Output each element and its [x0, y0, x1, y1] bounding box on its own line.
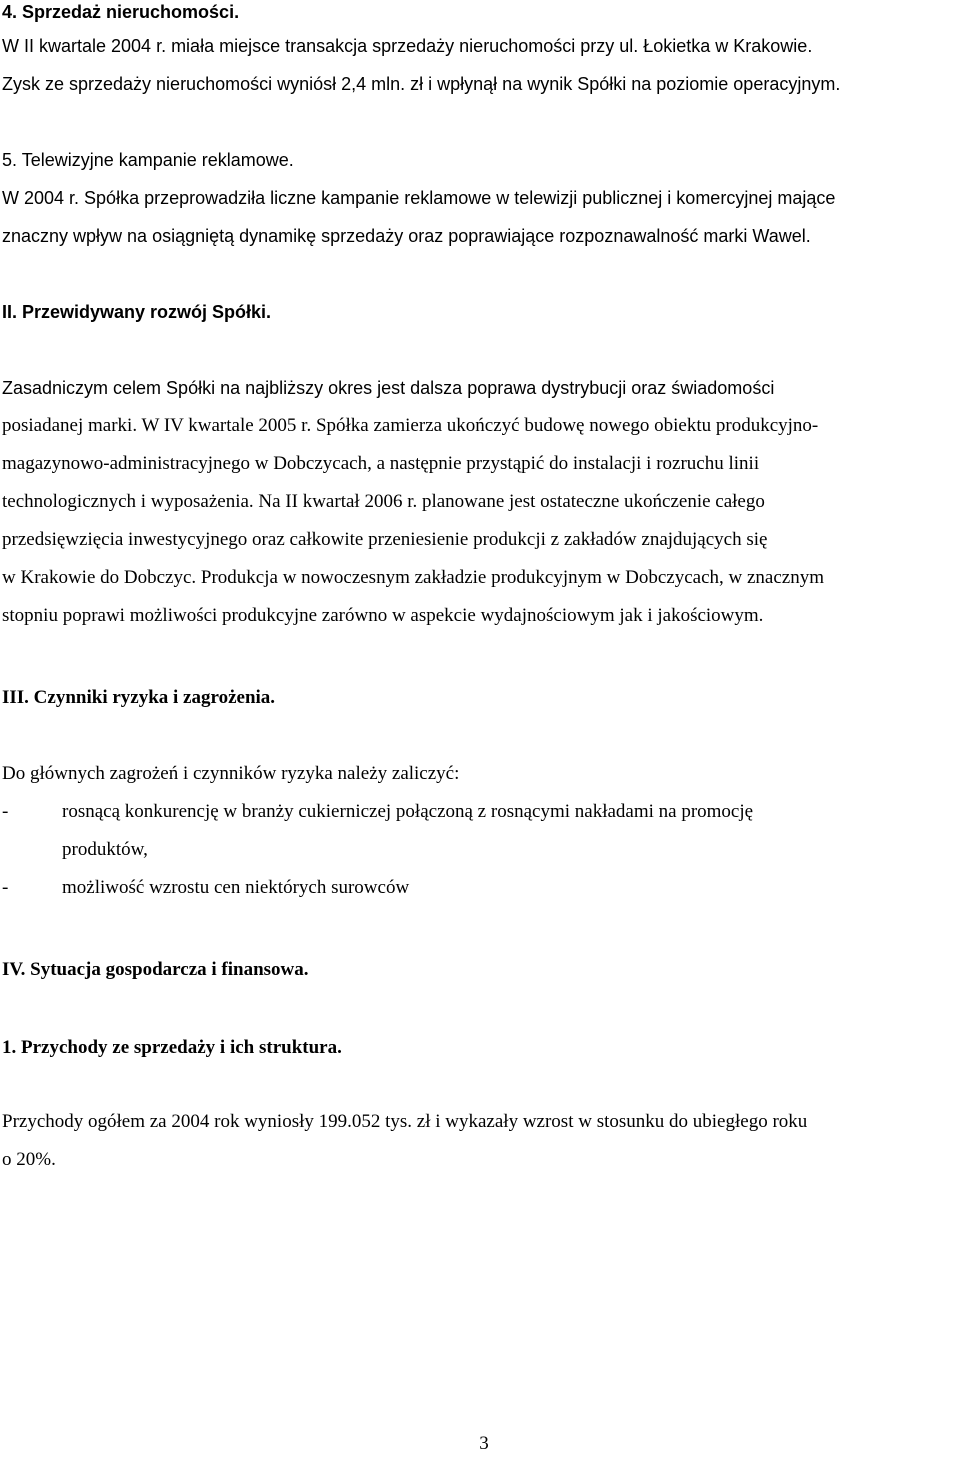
section-4-line-2: Zysk ze sprzedaży nieruchomości wyniósł 2,4 mln. zł i wpłynął na wynik Spółki na poziomie operacyjnym.	[2, 74, 841, 94]
list-item-1-line-1: rosnącą konkurencję w branży cukierniczej połączoną z rosnącymi nakładami na promocję	[62, 801, 754, 822]
section-5-heading: 5. Telewizyjne kampanie reklamowe.	[2, 150, 294, 170]
section-ii-line-6: w Krakowie do Dobczyc. Produkcja w nowoczesnym zakładzie produkcyjnym w Dobczycach, w znacznym	[2, 567, 824, 588]
section-iii-intro: Do głównych zagrożeń i czynników ryzyka należy zaliczyć:	[2, 763, 460, 784]
list-item-1-line-2: produktów,	[62, 839, 148, 860]
section-ii-line-2: posiadanej marki. W IV kwartale 2005 r. Spółka zamierza ukończyć budowę nowego obiektu produkcyjno-	[2, 415, 819, 436]
section-ii-heading: II. Przewidywany rozwój Spółki.	[2, 302, 272, 322]
section-ii-line-3: magazynowo-administracyjnego w Dobczycach, a następnie przystąpić do instalacji i rozruchu linii	[2, 453, 760, 474]
section-iv-heading: IV. Sytuacja gospodarcza i finansowa.	[2, 959, 309, 980]
section-5-line-2: znaczny wpływ na osiągniętą dynamikę sprzedaży oraz poprawiające rozpoznawalność marki Wawel.	[2, 226, 811, 246]
section-ii-line-4: technologicznych i wyposażenia. Na II kwartał 2006 r. planowane jest ostateczne ukończenie całego	[2, 491, 765, 512]
list-item-marker: -	[2, 877, 9, 898]
page-number: 3	[479, 1433, 489, 1454]
section-ii-line-7: stopniu poprawi możliwości produkcyjne zarówno w aspekcie wydajnościowym jak i jakościowym.	[2, 605, 764, 626]
section-iii-heading: III. Czynniki ryzyka i zagrożenia.	[2, 687, 276, 708]
section-iv-line-1: Przychody ogółem za 2004 rok wyniosły 199.052 tys. zł i wykazały wzrost w stosunku do ubiegłego roku	[2, 1111, 808, 1132]
section-iv-subheading: 1. Przychody ze sprzedaży i ich struktura.	[2, 1037, 342, 1058]
section-ii-line-5: przedsięwzięcia inwestycyjnego oraz całkowite przeniesienie produkcji z zakładów znajdujących się	[2, 529, 768, 550]
section-5-line-1: W 2004 r. Spółka przeprowadziła liczne kampanie reklamowe w telewizji publicznej i komercyjnej mające	[2, 188, 836, 208]
section-ii-line-1: Zasadniczym celem Spółki na najbliższy okres jest dalsza poprawa dystrybucji oraz świadomości	[2, 378, 775, 398]
section-4-line-1: W II kwartale 2004 r. miała miejsce transakcja sprzedaży nieruchomości przy ul. Łokietka w Krakowie.	[2, 36, 813, 56]
list-item-2: możliwość wzrostu cen niektórych surowców	[62, 877, 410, 898]
list-item-marker: -	[2, 801, 9, 822]
section-iv-line-2: o 20%.	[2, 1149, 56, 1170]
section-4-heading: 4. Sprzedaż nieruchomości.	[2, 2, 240, 22]
